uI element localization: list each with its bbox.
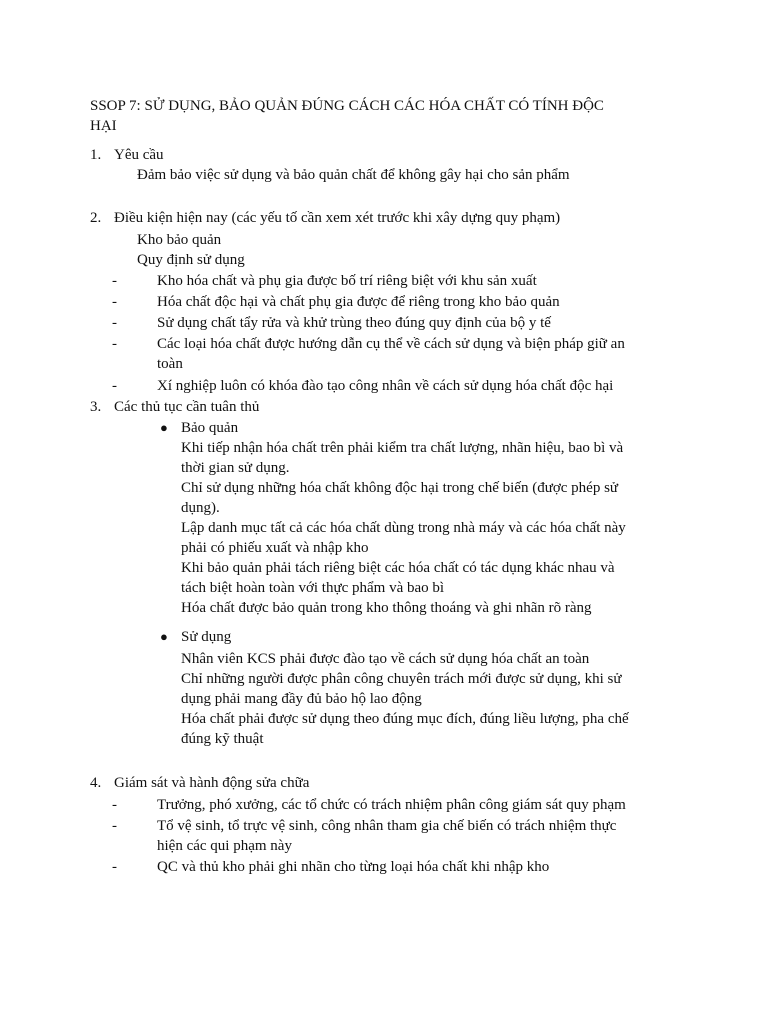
dash-marker: - xyxy=(112,294,117,310)
bullet-text: Sử dụng xyxy=(181,629,232,645)
paragraph-line: Nhân viên KCS phải được đào tạo về cách sử dụng hóa chất an toàn xyxy=(181,651,590,667)
dash-marker: - xyxy=(112,273,117,289)
paragraph-line: Khi bảo quản phải tách riêng biệt các hóa chất có tác dụng khác nhau và xyxy=(181,560,615,576)
section-2-heading xyxy=(90,208,684,228)
bullet-dot-icon: ● xyxy=(160,629,168,644)
paragraph-line: dụng phải mang đầy đủ bảo hộ lao động xyxy=(181,691,422,707)
section-heading: Yêu cầu xyxy=(114,147,164,163)
section-number: 2. xyxy=(90,210,102,226)
list-item-text: Hóa chất độc hại và chất phụ gia được để riêng trong kho bảo quản xyxy=(157,294,560,310)
paragraph-line: tách biệt hoàn toàn với thực phẩm và bao bì xyxy=(181,580,445,596)
section-heading: Giám sát và hành động sửa chữa xyxy=(114,775,310,791)
sub-heading-storage xyxy=(137,230,697,250)
list-item-text: QC và thủ kho phải ghi nhãn cho từng loại hóa chất khi nhập kho xyxy=(157,859,550,875)
usage-paragraphs xyxy=(181,649,701,749)
list-item-text: toàn xyxy=(157,356,183,372)
dash-marker: - xyxy=(112,859,117,875)
dash-marker: - xyxy=(112,797,117,813)
paragraph-line: Khi tiếp nhận hóa chất trên phải kiểm tra chất lượng, nhãn hiệu, bao bì và xyxy=(181,440,624,456)
paragraph-line: Hóa chất được bảo quản trong kho thông thoáng và ghi nhãn rõ ràng xyxy=(181,600,592,616)
paragraph-line: phải có phiếu xuất và nhập kho xyxy=(181,540,369,556)
section-4-heading xyxy=(90,773,684,793)
list-item-text: Kho hóa chất và phụ gia được bố trí riêng biệt với khu sản xuất xyxy=(157,273,537,289)
document-title xyxy=(90,96,680,136)
section-number: 3. xyxy=(90,399,102,415)
paragraph-line: thời gian sử dụng. xyxy=(181,460,290,476)
storage-paragraphs xyxy=(181,438,701,618)
paragraph-line: Hóa chất phải được sử dụng theo đúng mục đích, đúng liều lượng, pha chế xyxy=(181,711,629,727)
bullet-text: Bảo quản xyxy=(181,420,239,436)
dash-marker: - xyxy=(112,818,117,834)
sub-heading-usage xyxy=(137,250,697,270)
section-1-heading xyxy=(90,145,684,165)
list-item-text: Sử dụng chất tẩy rửa và khử trùng theo đúng quy định của bộ y tế xyxy=(157,315,551,331)
sub-heading-text: Quy định sử dụng xyxy=(137,252,245,268)
section-number: 4. xyxy=(90,775,102,791)
section-heading: Các thủ tục cần tuân thủ xyxy=(114,399,260,415)
list-item-text: Trưởng, phó xưởng, các tổ chức có trách nhiệm phân công giám sát quy phạm xyxy=(157,797,626,813)
dash-marker: - xyxy=(112,336,117,352)
section-heading: Điều kiện hiện nay (các yếu tố cần xem xét trước khi xây dựng quy phạm) xyxy=(114,210,561,226)
list-item-text: Các loại hóa chất được hướng dẫn cụ thể về cách sử dụng và biện pháp giữ an xyxy=(157,336,625,352)
paragraph-line: dụng). xyxy=(181,500,220,516)
section-number: 1. xyxy=(90,147,102,163)
section-1-body xyxy=(137,165,697,185)
paragraph-line: Lập danh mục tất cả các hóa chất dùng trong nhà máy và các hóa chất này xyxy=(181,520,626,536)
dash-marker: - xyxy=(112,378,117,394)
dash-marker: - xyxy=(112,315,117,331)
bullet-dot-icon: ● xyxy=(160,420,168,435)
list-item-text: Tổ vệ sinh, tổ trực vệ sinh, công nhân tham gia chế biến có trách nhiệm thực xyxy=(157,818,617,834)
section-3-heading xyxy=(90,397,684,417)
paragraph-line: đúng kỹ thuật xyxy=(181,731,264,747)
paragraph-line: Chỉ sử dụng những hóa chất không độc hại trong chế biến (được phép sử xyxy=(181,480,619,496)
sub-heading-text: Kho bảo quản xyxy=(137,232,222,248)
list-item-text: Xí nghiệp luôn có khóa đào tạo công nhân về cách sử dụng hóa chất độc hại xyxy=(157,378,614,394)
title-line-1: SSOP 7: SỬ DỤNG, BẢO QUẢN ĐÚNG CÁCH CÁC HÓA CHẤT CÓ TÍNH ĐỘC xyxy=(90,98,604,114)
paragraph: Đảm bảo việc sử dụng và bảo quản chất để không gây hại cho sản phẩm xyxy=(137,167,570,183)
paragraph-line: Chỉ những người được phân công chuyên trách mới được sử dụng, khi sử xyxy=(181,671,622,687)
list-item-text: hiện các qui phạm này xyxy=(157,838,292,854)
title-line-2: HẠI xyxy=(90,118,117,134)
